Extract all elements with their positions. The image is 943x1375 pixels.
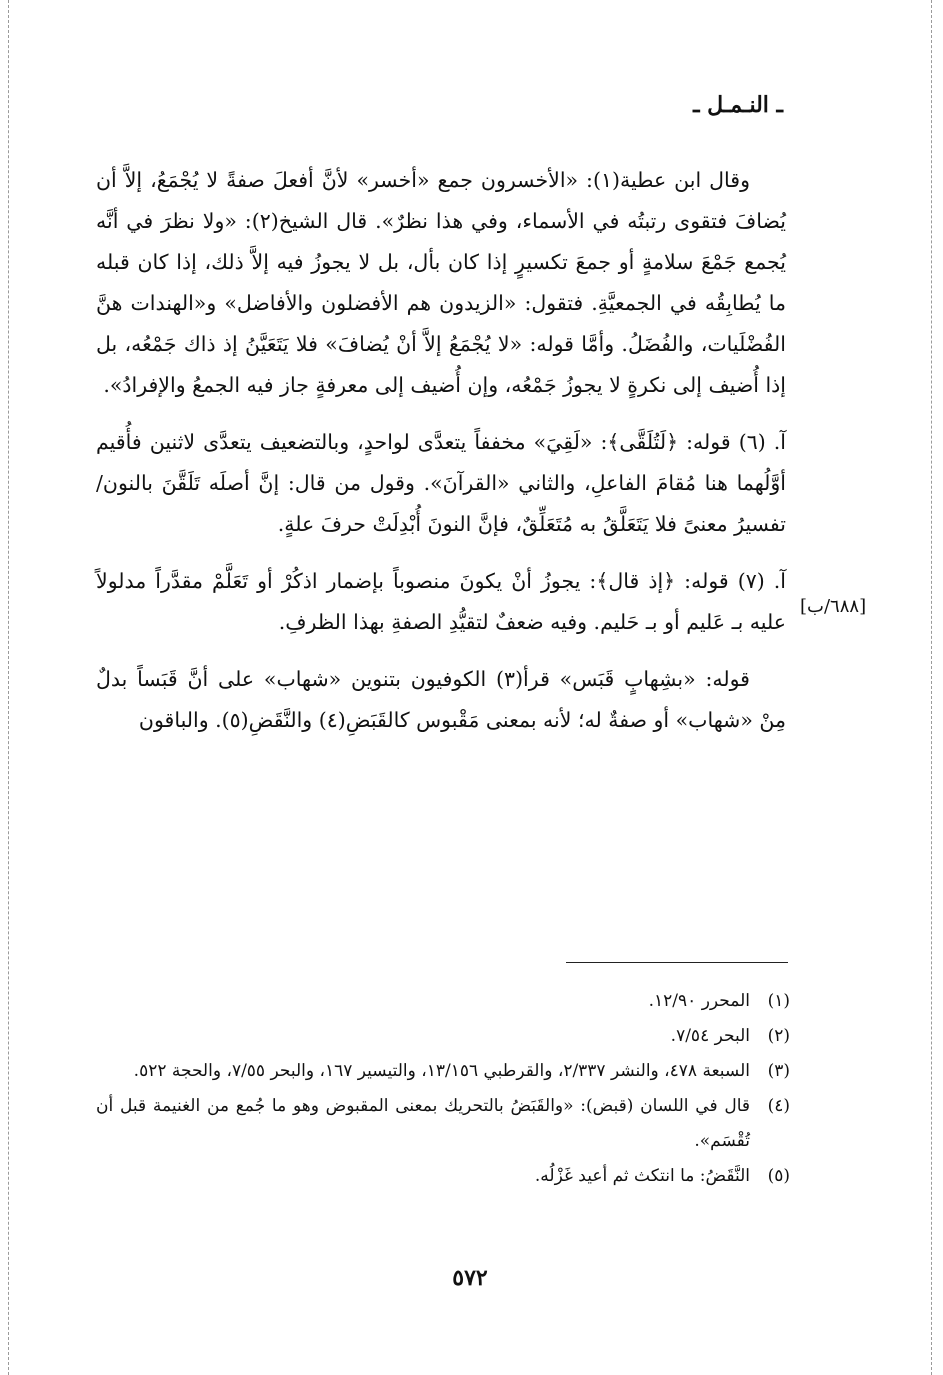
footnote-number: (٣) [767, 1061, 790, 1081]
main-text [96, 160, 786, 741]
footnote [96, 1054, 790, 1089]
footnote [96, 1159, 790, 1194]
footnote [96, 1019, 790, 1054]
footnote-text: قال في اللسان (قبض): «والقَبَضُ بالتحريك بمعنى المقبوض وهو ما جُمع من الغنيمة قبل أن تُقْسَم». [96, 1096, 750, 1151]
footnote-number: (٥) [767, 1166, 790, 1186]
page-number: ٥٧٢ [452, 1265, 488, 1291]
footnote [96, 1089, 790, 1159]
manuscript-folio-note: [٦٨٨/ب] [800, 596, 867, 617]
footnote-number: (١) [767, 991, 790, 1011]
footnotes [96, 984, 790, 1194]
footnote-number: (٢) [767, 1026, 790, 1046]
footnote [96, 984, 790, 1019]
running-header: ـ النـمـل ـ [693, 92, 783, 118]
footnote-text: النَّقَضُ: ما انتكث ثم أعيد غَزْلُه. [534, 1166, 750, 1186]
footnote-separator [566, 962, 788, 963]
paragraph-2: آ. (٦) قوله: ﴿لَتُلَقَّى﴾: «لَقِيَ» مخففاً يتعدَّى لواحدٍ، وبالتضعيف يتعدَّى لاثنين فأُقيم أوَّلُهما هنا مُقامَ الفاعلِ، والثاني «القرآنَ». وقول من قال: إنَّ أصلَه تَلَقَّنَ بالنون/ تفسيرُ معنىً فلا يَتَعَلَّقُ به مُتَعَلِّقٌ، فإنَّ النونَ أُبْدِلَتْ حرفَ علةٍ. [96, 430, 787, 536]
footnote-text: السبعة ٤٧٨، والنشر ٢/٣٣٧، والقرطبي ١٣/١٥٦، والتيسير ١٦٧، والبحر ٧/٥٥، والحجة ٥٢٢. [133, 1061, 750, 1081]
paragraph-4: قوله: «بشِهابٍ قَبَس» قرأ(٣) الكوفيون بتنوين «شهاب» على أنَّ قَبَساً بدلٌ مِنْ «شهاب» أو صفةٌ له؛ لأنه بمعنى مَقْبوس كالقَبَضِ(٤) والنَّقَضِ(٥). والباقون [96, 667, 786, 732]
footnote-number: (٤) [767, 1096, 790, 1116]
footnote-text: المحرر ١٢/٩٠. [648, 991, 750, 1011]
paragraph-3: آ. (٧) قوله: ﴿إذ قال﴾: يجوزُ أنْ يكونَ منصوباً بإضمار اذكُرْ أو تَعَلَّمْ مقدَّراً مدلولاً عليه بـ عَليم أو بـ حَليم. وفيه ضعفٌ لتقيُّدِ الصفةِ بهذا الظرفِ. [96, 569, 787, 634]
paragraph-1: وقال ابن عطية(١): «الأخسرون جمع «أخسر» لأنَّ أفعلَ صفةً لا يُجْمَعُ، إلاَّ أن يُضافَ فتقوى رتبتُه في الأسماء، وفي هذا نظرٌ». قال الشيخ(٢): «ولا نظرَ في أنَّه يُجمع جَمْعَ سلامةٍ أو جمعَ تكسيرٍ إذا كان بأل، بل لا يجوزُ فيه إلاَّ ذلك، إذا كان قبله ما يُطابِقُه في الجمعيَّةِ. فتقول: «الزيدون هم الأفضلون والأفاضل» و«الهندات هنَّ الفُضْلَيات، والفُضَلُ. وأمَّا قوله: «لا يُجْمَعُ إلاَّ أنْ يُضافَ» فلا يَتَعَيَّنُ إذ ذاك جَمْعُه، بل إذا أُضيف إلى نكرةٍ لا يجوزُ جَمْعُه، وإن أُضيف إلى معرفةٍ جاز فيه الجمعُ والإفرادُ». [96, 168, 787, 397]
footnote-text: البحر ٧/٥٤. [670, 1026, 750, 1046]
